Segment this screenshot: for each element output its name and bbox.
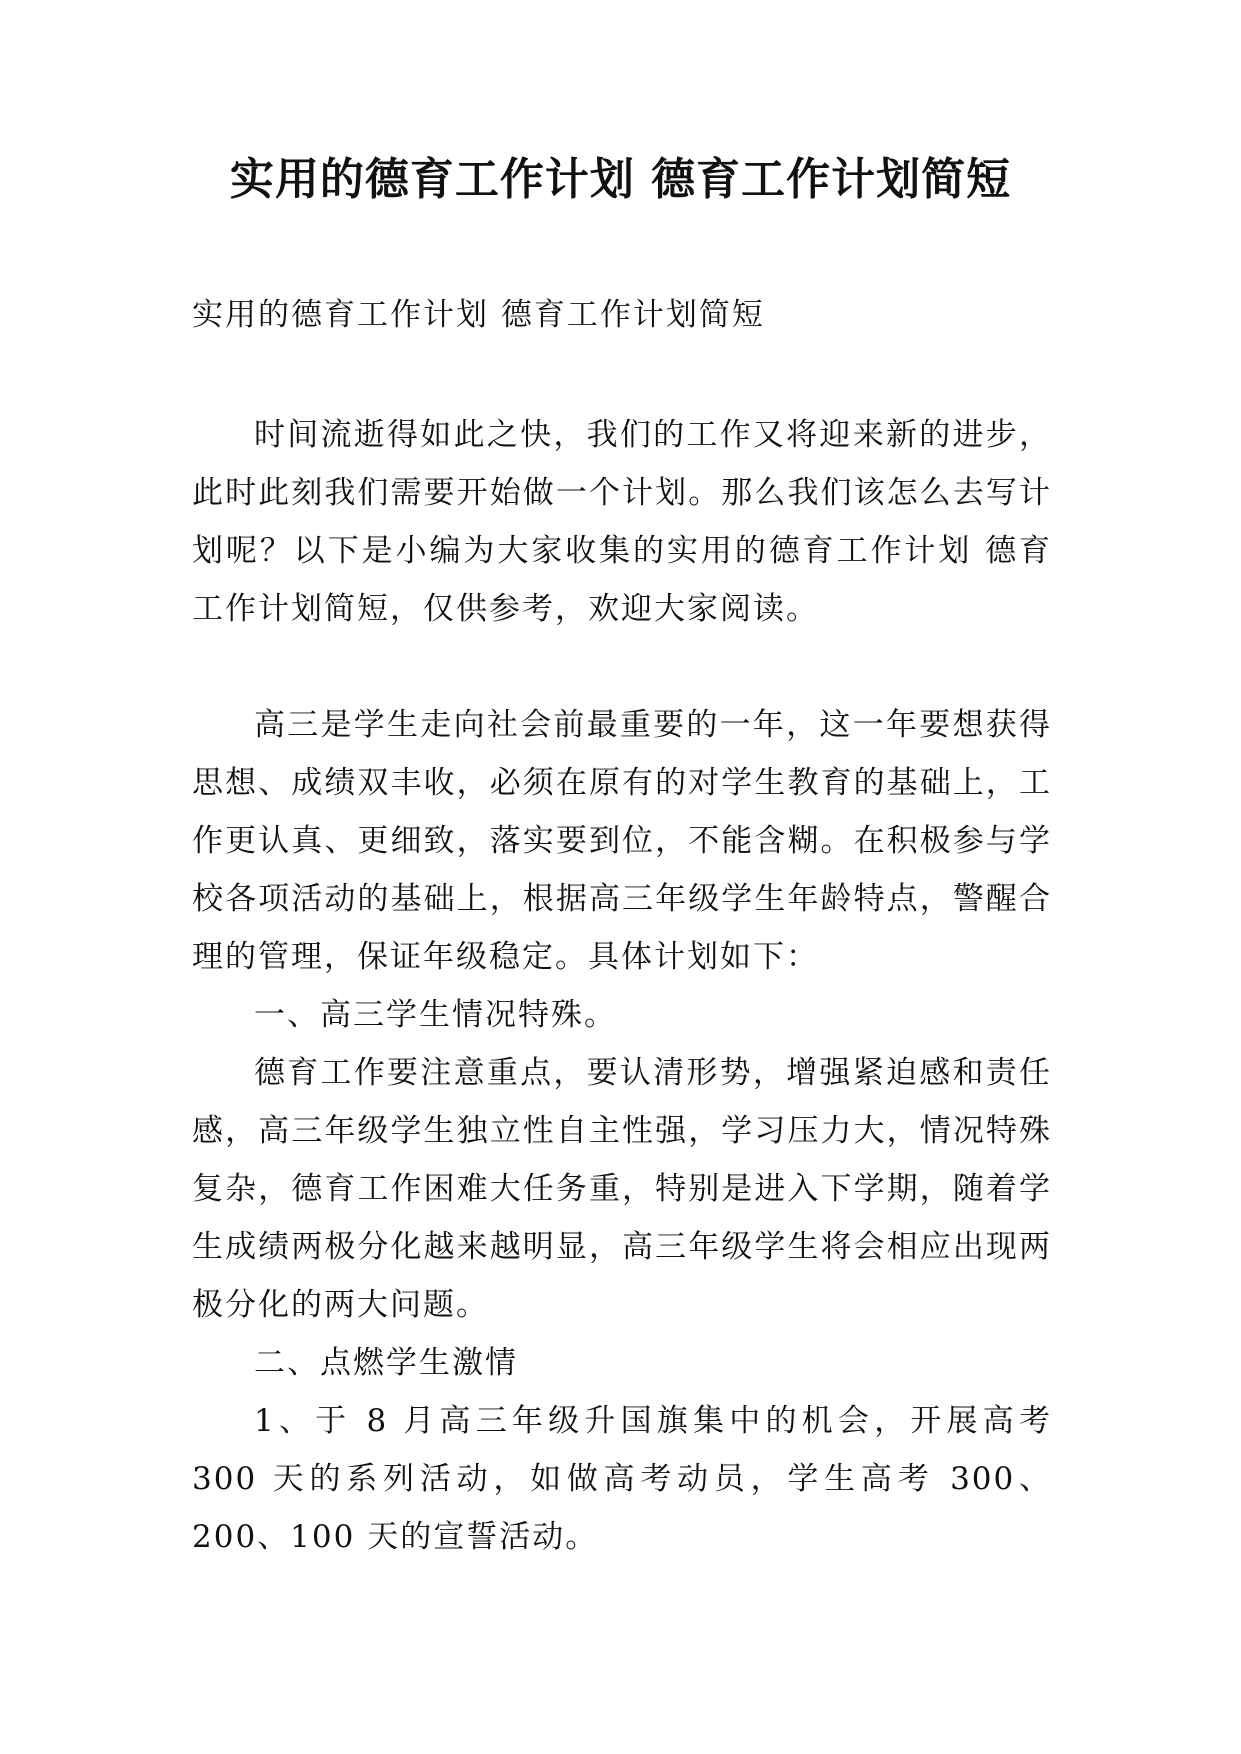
- section-heading-2: 二、点燃学生激情: [254, 1345, 518, 1381]
- body-paragraph-2: 德育工作要注意重点，要认清形势，增强紧迫感和责任感，高三年级学生独立性自主性强，学习压力大，情况特殊复杂，德育工作困难大任务重，特别是进入下学期，随着学生成绩两极分化越来越明显，高三年级学生将会相应出现两极分化的两大问题。: [192, 1055, 1052, 1323]
- intro-paragraph: 时间流逝得如此之快，我们的工作又将迎来新的进步，此时此刻我们需要开始做一个计划。那么我们该怎么去写计划呢？以下是小编为大家收集的实用的德育工作计划 德育工作计划简短，仅供参考，欢迎大家阅读。: [192, 417, 1052, 627]
- document-title: 实用的德育工作计划 德育工作计划简短: [229, 154, 1012, 205]
- section-heading-1: 一、高三学生情况特殊。: [254, 997, 617, 1033]
- document-body: [192, 406, 1052, 1566]
- document-subtitle: 实用的德育工作计划 德育工作计划简短: [192, 297, 765, 333]
- body-paragraph-1: 高三是学生走向社会前最重要的一年，这一年要想获得思想、成绩双丰收，必须在原有的对学生教育的基础上，工作更认真、更细致，落实要到位，不能含糊。在积极参与学校各项活动的基础上，根据高三年级学生年龄特点，警醒合理的管理，保证年级稳定。具体计划如下：: [192, 707, 1052, 975]
- body-paragraph-3: 1、于 8 月高三年级升国旗集中的机会，开展高考 300 天的系列活动，如做高考动员，学生高考 300、200、100 天的宣誓活动。: [192, 1403, 1052, 1555]
- paragraph-spacer: [192, 638, 1052, 696]
